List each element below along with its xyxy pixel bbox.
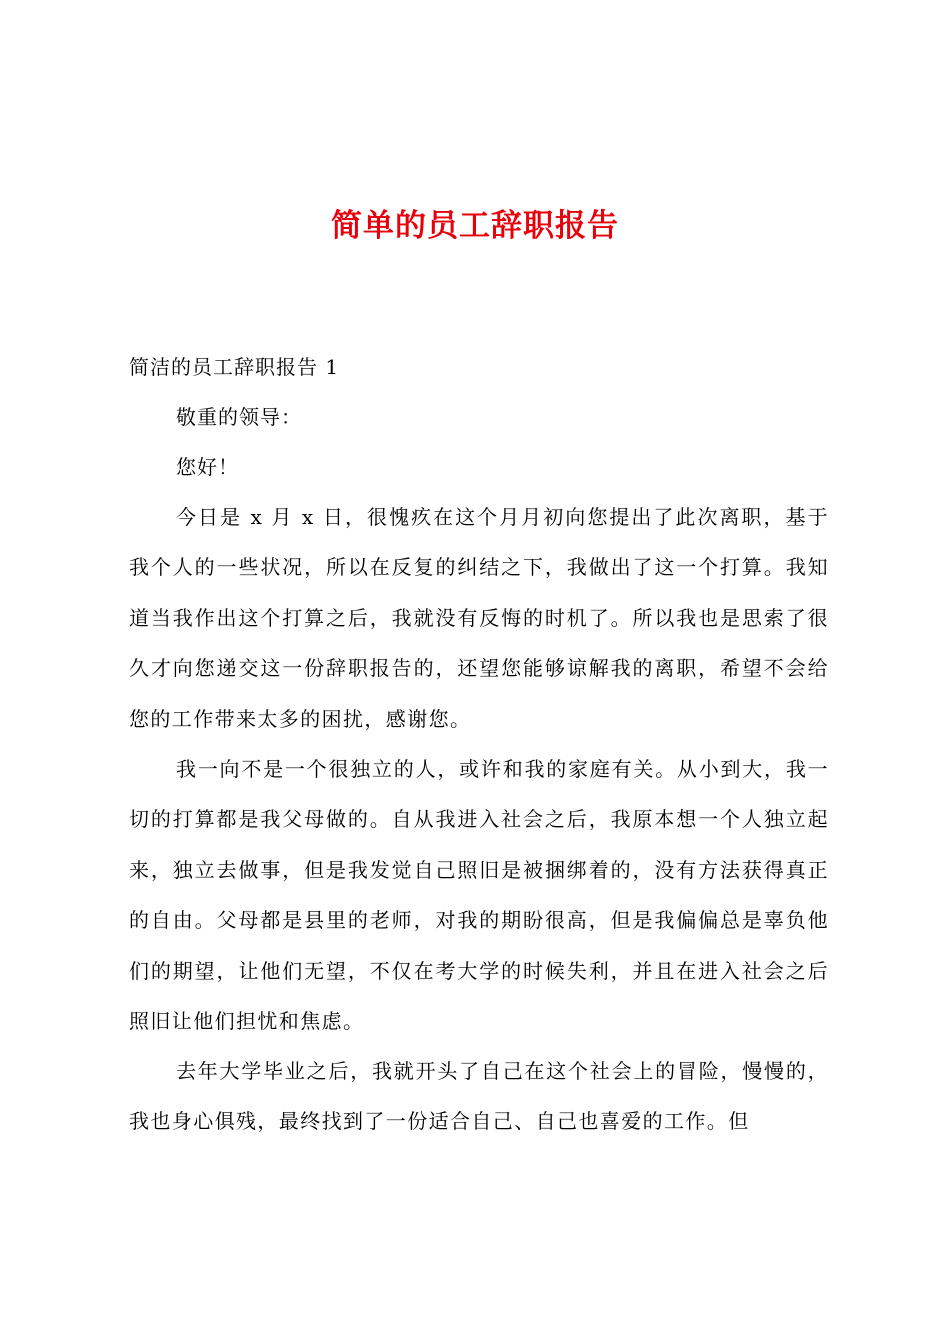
body-paragraph: 我一向不是一个很独立的人，或许和我的家庭有关。从小到大，我一切的打算都是我父母做的。自从我进入社会之后，我原本想一个人独立起来，独立去做事，但是我发觉自己照旧是被捆绑着的，没有方法获得真正的自由。父母都是县里的老师，对我的期盼很高，但是我偏偏总是辜负他们的期望，让他们无望，不仅在考大学的时候失利，并且在进入社会之后照旧让他们担忧和焦虑。 (129, 757, 829, 1034)
body-paragraph: 今日是 x 月 x 日，很愧疚在这个月月初向您提出了此次离职，基于我个人的一些状况，所以在反复的纠结之下，我做出了这一个打算。我知道当我作出这个打算之后，我就没有反悔的时机了。所以我也是思索了很久才向您递交这一份辞职报告的，还望您能够谅解我的离职，希望不会给您的工作带来太多的困扰，感谢您。 (129, 505, 829, 731)
section-heading: 简洁的员工辞职报告 1 (129, 355, 340, 379)
document-title: 简单的员工辞职报告 (331, 208, 619, 244)
body-paragraph: 去年大学毕业之后，我就开头了自己在这个社会上的冒险，慢慢的，我也身心俱残，最终找到了一份适合自己、自己也喜爱的工作。但 (129, 1059, 829, 1134)
greeting: 您好！ (176, 455, 239, 479)
salutation: 敬重的领导： (176, 405, 302, 429)
